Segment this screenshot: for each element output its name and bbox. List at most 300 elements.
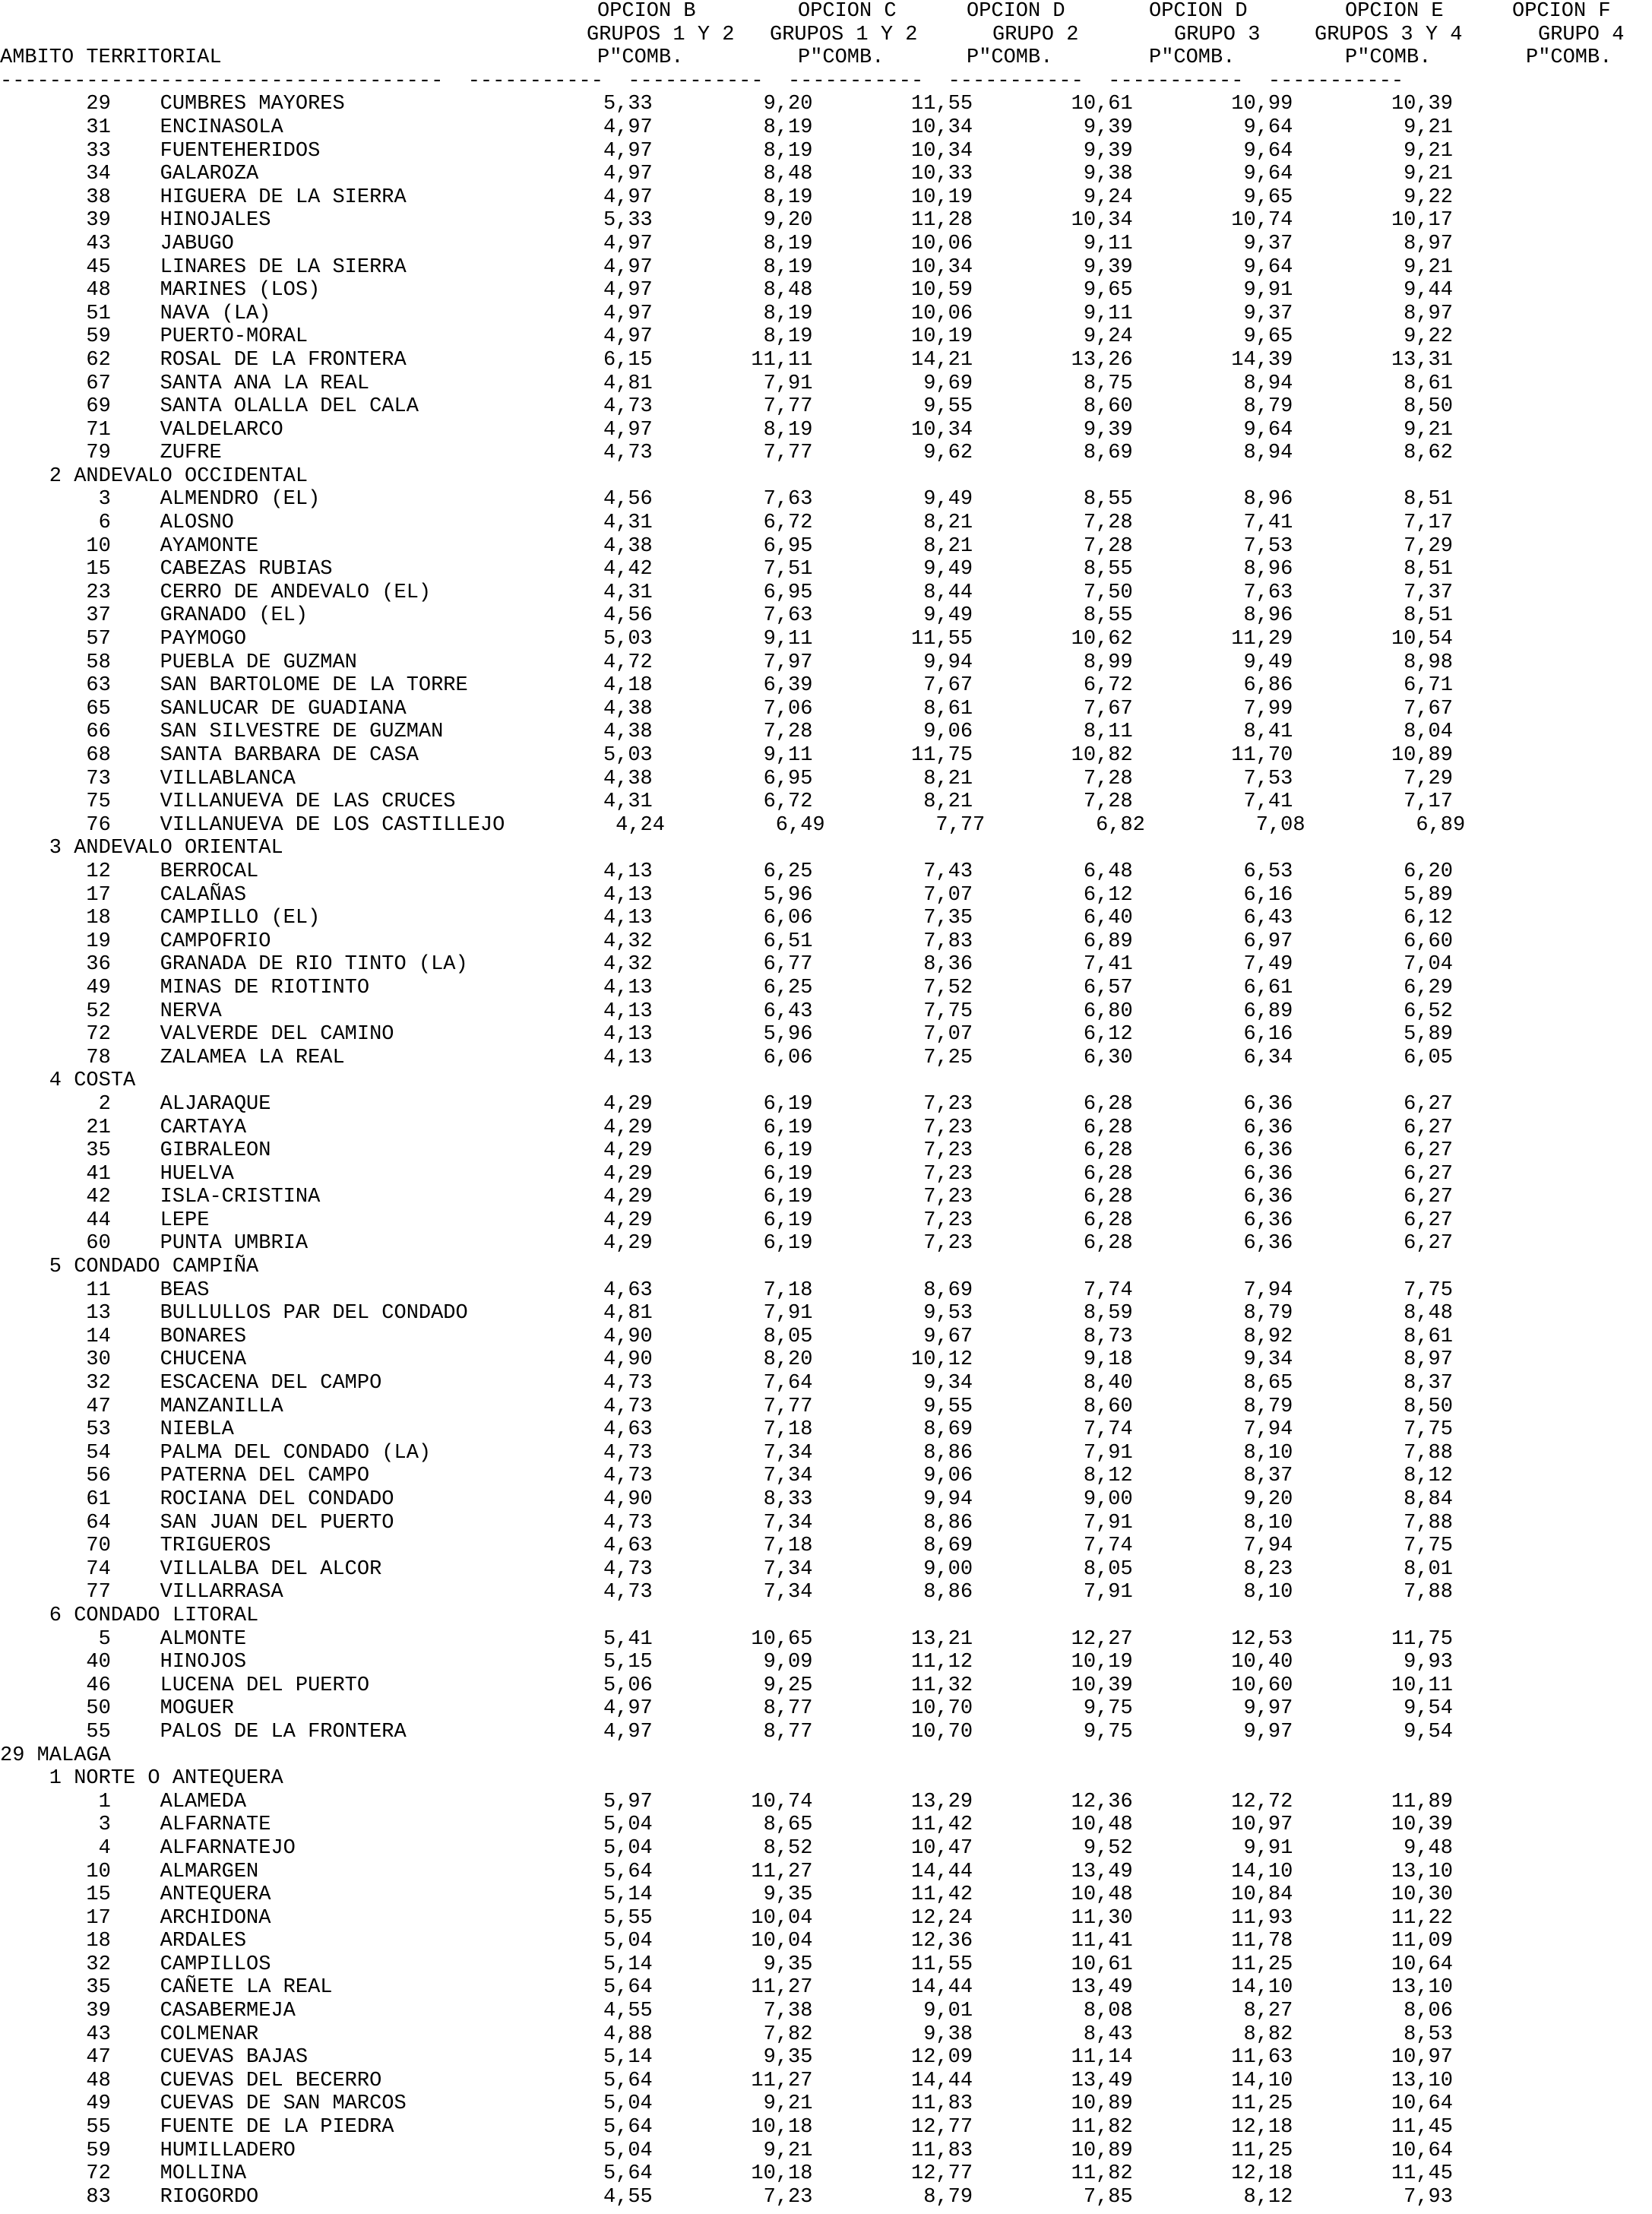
value-cell: 10,34 — [812, 418, 973, 442]
municipality-name: CUEVAS DE SAN MARCOS — [160, 2092, 493, 2116]
value-cell: 7,75 — [1293, 1535, 1453, 1558]
municipality-code: 43 — [0, 2022, 160, 2046]
header-separator: ------------------------------------ ----------- ----------- ----------- ----------- ----------- ----------- — [0, 69, 1404, 93]
table-row — [0, 953, 1652, 977]
value-cell: 4,31 — [492, 790, 653, 814]
value-cell: 9,11 — [973, 232, 1133, 255]
value-cell: 10,97 — [1132, 1813, 1293, 1837]
value-cell: 6,12 — [1293, 907, 1453, 930]
municipality-name: ALMENDRO (EL) — [160, 488, 493, 512]
value-cell: 6,89 — [1305, 813, 1466, 837]
municipality-code: 12 — [0, 860, 160, 883]
table-row — [0, 535, 1652, 559]
value-cell: 10,30 — [1293, 1883, 1453, 1907]
municipality-code: 3 — [0, 488, 160, 512]
table-row — [0, 279, 1652, 302]
table-row — [0, 325, 1652, 349]
value-cell: 4,24 — [505, 813, 665, 837]
value-cell: 4,97 — [492, 185, 653, 209]
value-cell: 8,97 — [1293, 1348, 1453, 1372]
value-cell: 7,91 — [652, 372, 813, 395]
municipality-name: ALFARNATEJO — [160, 1836, 493, 1860]
value-cell: 6,12 — [973, 883, 1133, 907]
value-cell: 6,28 — [973, 1139, 1133, 1163]
value-cell: 10,61 — [973, 1953, 1133, 1976]
municipality-code: 72 — [0, 1023, 160, 1047]
value-cell: 9,94 — [812, 1488, 973, 1511]
value-cell: 4,73 — [492, 395, 653, 419]
value-cell: 9,24 — [973, 185, 1133, 209]
value-cell: 11,09 — [1293, 1930, 1453, 1953]
value-cell: 10,11 — [1293, 1674, 1453, 1697]
value-cell: 8,84 — [1293, 1488, 1453, 1511]
value-cell: 6,27 — [1293, 1186, 1453, 1209]
value-cell: 8,59 — [973, 1302, 1133, 1326]
value-cell: 14,10 — [1132, 2069, 1293, 2092]
value-cell: 10,89 — [1293, 744, 1453, 767]
municipality-name: FUENTE DE LA PIEDRA — [160, 2116, 493, 2140]
table-row — [0, 442, 1652, 465]
table-row — [0, 1697, 1652, 1721]
value-cell: 13,29 — [812, 1790, 973, 1813]
municipality-code: 59 — [0, 325, 160, 349]
value-cell: 9,93 — [1293, 1651, 1453, 1674]
value-cell: 7,83 — [812, 930, 973, 953]
value-cell: 11,55 — [812, 1953, 973, 1976]
value-cell: 7,07 — [812, 883, 973, 907]
value-cell: 9,20 — [1132, 1488, 1293, 1511]
value-cell: 7,50 — [973, 581, 1133, 604]
municipality-code: 18 — [0, 907, 160, 930]
value-cell: 11,12 — [812, 1651, 973, 1674]
municipality-name: CERRO DE ANDEVALO (EL) — [160, 581, 493, 604]
value-cell: 6,95 — [652, 767, 813, 790]
value-cell: 9,97 — [1132, 1720, 1293, 1744]
value-cell: 10,19 — [973, 1651, 1133, 1674]
value-cell: 5,14 — [492, 2046, 653, 2070]
value-cell: 6,27 — [1293, 1232, 1453, 1256]
value-cell: 8,73 — [973, 1325, 1133, 1348]
table-row — [0, 790, 1652, 814]
value-cell: 6,36 — [1132, 1208, 1293, 1232]
municipality-code: 52 — [0, 999, 160, 1023]
value-cell: 7,41 — [1132, 790, 1293, 814]
municipality-name: CAMPILLOS — [160, 1953, 493, 1976]
value-cell: 9,21 — [652, 2092, 813, 2116]
value-cell: 9,11 — [652, 628, 813, 651]
value-cell: 4,97 — [492, 302, 653, 325]
value-cell: 7,63 — [652, 604, 813, 628]
value-cell: 9,20 — [652, 93, 813, 116]
table-row — [0, 2140, 1652, 2163]
value-cell: 5,55 — [492, 1906, 653, 1930]
value-cell: 11,29 — [1132, 628, 1293, 651]
value-cell: 8,48 — [652, 279, 813, 302]
value-cell: 10,12 — [812, 1348, 973, 1372]
municipality-name: ROSAL DE LA FRONTERA — [160, 348, 493, 372]
value-cell: 9,21 — [1293, 418, 1453, 442]
value-cell: 8,86 — [812, 1511, 973, 1535]
municipality-name: ROCIANA DEL CONDADO — [160, 1488, 493, 1511]
value-cell: 4,97 — [492, 255, 653, 279]
table-row — [0, 1581, 1652, 1604]
value-cell: 10,99 — [1132, 93, 1293, 116]
municipality-name: PUEBLA DE GUZMAN — [160, 651, 493, 674]
value-cell: 7,28 — [973, 767, 1133, 790]
table-row — [0, 884, 1652, 907]
table-row — [0, 1558, 1652, 1582]
municipality-code: 51 — [0, 302, 160, 325]
value-cell: 10,59 — [812, 279, 973, 302]
municipality-name: LUCENA DEL PUERTO — [160, 1674, 493, 1697]
municipality-name: VILLABLANCA — [160, 767, 493, 790]
value-cell: 9,34 — [1132, 1348, 1293, 1372]
value-cell: 9,22 — [1293, 185, 1453, 209]
municipality-name: MINAS DE RIOTINTO — [160, 976, 493, 999]
header-option-b: OPCION B — [597, 0, 696, 23]
value-cell: 13,49 — [973, 2069, 1133, 2092]
value-cell: 5,04 — [492, 2139, 653, 2162]
municipality-name: VALDELARCO — [160, 418, 493, 442]
value-cell: 5,14 — [492, 1883, 653, 1907]
value-cell: 7,53 — [1132, 767, 1293, 790]
value-cell: 10,19 — [812, 325, 973, 349]
value-cell: 8,19 — [652, 232, 813, 255]
municipality-code: 47 — [0, 1395, 160, 1418]
value-cell: 10,89 — [973, 2139, 1133, 2162]
table-body — [0, 93, 1652, 2209]
municipality-code: 69 — [0, 395, 160, 419]
municipality-code: 17 — [0, 1906, 160, 1930]
table-row — [0, 419, 1652, 442]
value-cell: 12,27 — [973, 1627, 1133, 1651]
table-row — [0, 1395, 1652, 1419]
value-cell: 8,69 — [812, 1418, 973, 1442]
municipality-code: 21 — [0, 1116, 160, 1139]
table-row — [0, 1279, 1652, 1303]
municipality-name: ALFARNATE — [160, 1813, 493, 1837]
value-cell: 13,26 — [973, 348, 1133, 372]
municipality-code: 1 — [0, 1790, 160, 1813]
value-cell: 6,27 — [1293, 1116, 1453, 1139]
value-cell: 8,19 — [652, 116, 813, 139]
table-row — [0, 163, 1652, 186]
value-cell: 9,49 — [812, 604, 973, 628]
header-group-c: GRUPOS 1 Y 2 — [770, 23, 918, 46]
value-cell: 9,64 — [1132, 255, 1293, 279]
value-cell: 8,36 — [812, 953, 973, 977]
municipality-code: 72 — [0, 2162, 160, 2186]
value-cell: 11,45 — [1293, 2162, 1453, 2186]
value-cell: 7,49 — [1132, 953, 1293, 977]
value-cell: 7,34 — [652, 1511, 813, 1535]
value-cell: 7,74 — [973, 1278, 1133, 1302]
value-cell: 11,28 — [812, 209, 973, 233]
value-cell: 9,00 — [812, 1557, 973, 1581]
value-cell: 8,10 — [1132, 1441, 1293, 1465]
value-cell: 10,74 — [1132, 209, 1293, 233]
municipality-name: VILLANUEVA DE LAS CRUCES — [160, 790, 493, 814]
municipality-name: BERROCAL — [160, 860, 493, 883]
value-cell: 4,13 — [492, 860, 653, 883]
value-cell: 9,22 — [1293, 325, 1453, 349]
municipality-name: ARCHIDONA — [160, 1906, 493, 1930]
value-cell: 7,41 — [973, 953, 1133, 977]
value-cell: 8,50 — [1293, 1395, 1453, 1418]
value-cell: 14,44 — [812, 1860, 973, 1883]
value-cell: 6,06 — [652, 1046, 813, 1069]
value-cell: 4,73 — [492, 1395, 653, 1418]
header-group-d-2: GRUPO 2 — [992, 23, 1079, 46]
municipality-code: 40 — [0, 1651, 160, 1674]
value-cell: 11,83 — [812, 2092, 973, 2116]
table-row — [0, 1861, 1652, 1884]
value-cell: 7,34 — [652, 1441, 813, 1465]
value-cell: 6,95 — [652, 534, 813, 558]
value-cell: 9,64 — [1132, 139, 1293, 163]
value-cell: 8,51 — [1293, 488, 1453, 512]
value-cell: 10,39 — [1293, 1813, 1453, 1837]
municipality-code: 30 — [0, 1348, 160, 1372]
municipality-code: 78 — [0, 1046, 160, 1069]
value-cell: 4,29 — [492, 1186, 653, 1209]
value-cell: 14,39 — [1132, 348, 1293, 372]
value-cell: 7,17 — [1293, 790, 1453, 814]
value-cell: 6,28 — [973, 1208, 1133, 1232]
value-cell: 7,08 — [1144, 813, 1305, 837]
header-unit-e: P"COMB. — [1345, 46, 1432, 70]
value-cell: 7,77 — [652, 1395, 813, 1418]
municipality-name: HUMILLADERO — [160, 2139, 493, 2162]
value-cell: 10,40 — [1132, 1651, 1293, 1674]
value-cell: 5,96 — [652, 1023, 813, 1047]
value-cell: 7,18 — [652, 1278, 813, 1302]
value-cell: 7,34 — [652, 1465, 813, 1488]
value-cell: 9,21 — [1293, 139, 1453, 163]
value-cell: 6,72 — [652, 512, 813, 535]
value-cell: 6,72 — [652, 790, 813, 814]
municipality-code: 33 — [0, 139, 160, 163]
municipality-code: 44 — [0, 1208, 160, 1232]
municipality-name: GALAROZA — [160, 163, 493, 186]
table-row — [0, 1139, 1652, 1163]
table-row — [0, 1791, 1652, 1814]
municipality-code: 37 — [0, 604, 160, 628]
value-cell: 6,36 — [1132, 1139, 1293, 1163]
value-cell: 8,43 — [973, 2022, 1133, 2046]
value-cell: 11,25 — [1132, 2092, 1293, 2116]
value-cell: 7,06 — [652, 697, 813, 721]
value-cell: 8,10 — [1132, 1511, 1293, 1535]
value-cell: 4,73 — [492, 442, 653, 465]
value-cell: 6,39 — [652, 674, 813, 698]
value-cell: 11,41 — [973, 1930, 1133, 1953]
value-cell: 8,06 — [1293, 2000, 1453, 2023]
value-cell: 6,40 — [973, 907, 1133, 930]
value-cell: 7,23 — [812, 1162, 973, 1186]
municipality-name: SANLUCAR DE GUADIANA — [160, 697, 493, 721]
value-cell: 7,67 — [812, 674, 973, 698]
value-cell: 4,63 — [492, 1418, 653, 1442]
municipality-code: 43 — [0, 232, 160, 255]
value-cell: 8,77 — [652, 1720, 813, 1744]
municipality-name: ANTEQUERA — [160, 1883, 493, 1907]
value-cell: 9,53 — [812, 1302, 973, 1326]
value-cell: 4,97 — [492, 418, 653, 442]
value-cell: 8,51 — [1293, 604, 1453, 628]
table-row — [0, 1813, 1652, 1837]
value-cell: 8,41 — [1132, 721, 1293, 744]
value-cell: 8,96 — [1132, 604, 1293, 628]
value-cell: 10,62 — [973, 628, 1133, 651]
table-row — [0, 1721, 1652, 1744]
value-cell: 6,80 — [973, 999, 1133, 1023]
municipality-code: 70 — [0, 1535, 160, 1558]
municipality-name: GIBRALEON — [160, 1139, 493, 1163]
value-cell: 12,77 — [812, 2162, 973, 2186]
value-cell: 4,13 — [492, 976, 653, 999]
value-cell: 10,34 — [812, 139, 973, 163]
value-cell: 9,49 — [812, 488, 973, 512]
municipality-code: 73 — [0, 767, 160, 790]
municipality-code: 75 — [0, 790, 160, 814]
value-cell: 11,27 — [652, 1976, 813, 2000]
value-cell: 8,27 — [1132, 2000, 1293, 2023]
table-row — [0, 1047, 1652, 1070]
table-row — [0, 604, 1652, 628]
value-cell: 7,29 — [1293, 534, 1453, 558]
municipality-name: ALOSNO — [160, 512, 493, 535]
value-cell: 4,73 — [492, 1465, 653, 1488]
value-cell: 7,23 — [812, 1208, 973, 1232]
value-cell: 4,56 — [492, 604, 653, 628]
value-cell: 7,67 — [973, 697, 1133, 721]
value-cell: 7,82 — [652, 2022, 813, 2046]
table-row — [0, 1883, 1652, 1907]
value-cell: 9,21 — [1293, 116, 1453, 139]
value-cell: 7,34 — [652, 1557, 813, 1581]
value-cell: 7,75 — [1293, 1278, 1453, 1302]
municipality-code: 49 — [0, 976, 160, 999]
value-cell: 4,42 — [492, 558, 653, 581]
municipality-code: 64 — [0, 1511, 160, 1535]
value-cell: 7,28 — [973, 790, 1133, 814]
comarca-heading: 1 NORTE O ANTEQUERA — [0, 1767, 283, 1791]
table-row — [0, 1976, 1652, 2000]
value-cell: 10,18 — [652, 2162, 813, 2186]
header-ambito-label: AMBITO TERRITORIAL — [0, 46, 222, 70]
value-cell: 8,05 — [973, 1557, 1133, 1581]
municipality-code: 3 — [0, 1813, 160, 1837]
municipality-code: 76 — [0, 813, 160, 837]
value-cell: 5,64 — [492, 1976, 653, 2000]
table-row — [0, 698, 1652, 721]
value-cell: 4,73 — [492, 1511, 653, 1535]
value-cell: 9,64 — [1132, 418, 1293, 442]
value-cell: 6,77 — [652, 953, 813, 977]
value-cell: 6,19 — [652, 1116, 813, 1139]
value-cell: 5,64 — [492, 2069, 653, 2092]
value-cell: 9,01 — [812, 2000, 973, 2023]
value-cell: 8,65 — [1132, 1372, 1293, 1395]
municipality-code: 38 — [0, 185, 160, 209]
value-cell: 7,07 — [812, 1023, 973, 1047]
municipality-code: 58 — [0, 651, 160, 674]
value-cell: 4,63 — [492, 1535, 653, 1558]
value-cell: 7,77 — [652, 442, 813, 465]
value-cell: 8,21 — [812, 790, 973, 814]
value-cell: 9,65 — [1132, 325, 1293, 349]
value-cell: 6,52 — [1293, 999, 1453, 1023]
value-cell: 4,73 — [492, 1581, 653, 1604]
value-cell: 8,10 — [1132, 1581, 1293, 1604]
value-cell: 7,23 — [812, 1116, 973, 1139]
table-row — [0, 93, 1652, 116]
table-row — [0, 512, 1652, 535]
value-cell: 9,55 — [812, 395, 973, 419]
value-cell: 12,18 — [1132, 2162, 1293, 2186]
value-cell: 4,90 — [492, 1348, 653, 1372]
municipality-name: PUERTO-MORAL — [160, 325, 493, 349]
value-cell: 8,19 — [652, 185, 813, 209]
value-cell: 8,79 — [1132, 1395, 1293, 1418]
value-cell: 8,86 — [812, 1441, 973, 1465]
value-cell: 8,97 — [1293, 232, 1453, 255]
value-cell: 7,64 — [652, 1372, 813, 1395]
table-row — [0, 1418, 1652, 1442]
value-cell: 9,35 — [652, 2046, 813, 2070]
header-option-c: OPCION C — [798, 0, 897, 23]
table-row — [0, 186, 1652, 210]
municipality-code: 15 — [0, 558, 160, 581]
value-cell: 4,13 — [492, 907, 653, 930]
value-cell: 8,92 — [1132, 1325, 1293, 1348]
municipality-name: COLMENAR — [160, 2022, 493, 2046]
table-row — [0, 581, 1652, 605]
value-cell: 8,08 — [973, 2000, 1133, 2023]
value-cell: 9,35 — [652, 1953, 813, 1976]
municipality-code: 35 — [0, 1976, 160, 2000]
value-cell: 8,12 — [973, 1465, 1133, 1488]
municipality-code: 45 — [0, 255, 160, 279]
value-cell: 10,64 — [1293, 2139, 1453, 2162]
table-row — [0, 977, 1652, 1000]
value-cell: 9,54 — [1293, 1697, 1453, 1721]
municipality-code: 42 — [0, 1186, 160, 1209]
table-row — [0, 1117, 1652, 1140]
value-cell: 10,74 — [652, 1790, 813, 1813]
municipality-name: VILLALBA DEL ALCOR — [160, 1557, 493, 1581]
value-cell: 6,89 — [973, 930, 1133, 953]
value-cell: 6,16 — [1132, 1023, 1293, 1047]
value-cell: 8,94 — [1132, 372, 1293, 395]
value-cell: 7,74 — [973, 1418, 1133, 1442]
value-cell: 6,19 — [652, 1139, 813, 1163]
municipality-name: RIOGORDO — [160, 2185, 493, 2209]
value-cell: 7,94 — [1132, 1535, 1293, 1558]
value-cell: 8,23 — [1132, 1557, 1293, 1581]
value-cell: 9,09 — [652, 1651, 813, 1674]
value-cell: 12,77 — [812, 2116, 973, 2140]
value-cell: 7,77 — [652, 395, 813, 419]
value-cell: 8,52 — [652, 1836, 813, 1860]
value-cell: 5,64 — [492, 2162, 653, 2186]
table-row — [0, 768, 1652, 791]
value-cell: 8,61 — [1293, 1325, 1453, 1348]
value-cell: 4,29 — [492, 1139, 653, 1163]
header-option-row — [0, 0, 1652, 24]
value-cell: 9,75 — [973, 1720, 1133, 1744]
